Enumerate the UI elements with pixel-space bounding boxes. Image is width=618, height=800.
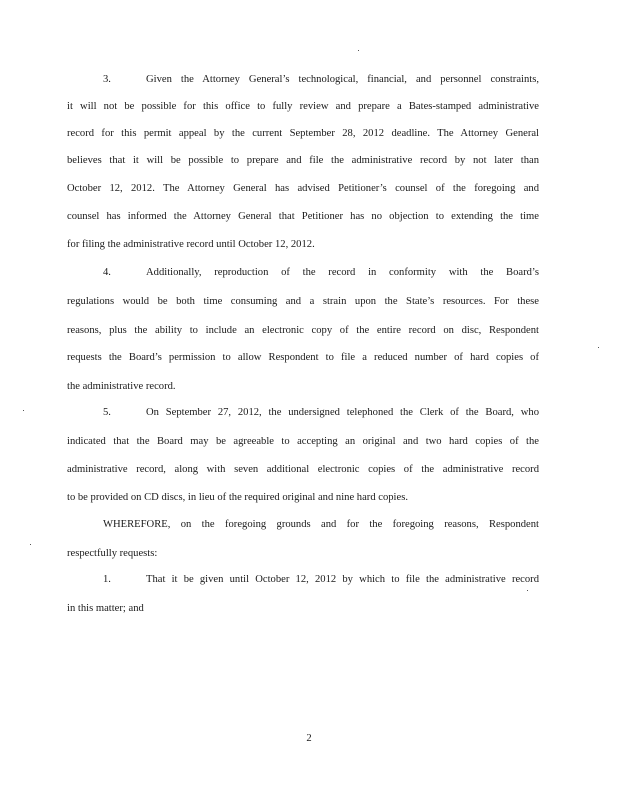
scan-speck — [527, 590, 528, 591]
paragraph-line: indicated that the Board may be agreeable to accepting an original and two hard copies of the — [67, 436, 539, 447]
request-first-line: That it be given until October 12, 2012 by which to file the administrative record — [146, 574, 539, 585]
page-number: 2 — [306, 733, 312, 744]
paragraph-line: to be provided on CD discs, in lieu of the required original and nine hard copies. — [67, 492, 408, 503]
wherefore-line: respectfully requests: — [67, 548, 158, 559]
paragraph-number: 4. — [103, 267, 111, 278]
paragraph-first-line: On September 27, 2012, the undersigned telephoned the Clerk of the Board, who — [146, 407, 539, 418]
paragraph-line: regulations would be both time consuming and a strain upon the State’s resources. For these — [67, 296, 539, 307]
paragraph-line: it will not be possible for this office to fully review and prepare a Bates-stamped administrative — [67, 101, 539, 112]
request-line: in this matter; and — [67, 603, 144, 614]
paragraph-number: 3. — [103, 74, 111, 85]
paragraph-line: the administrative record. — [67, 381, 176, 392]
paragraph-line: requests the Board’s permission to allow Respondent to file a reduced number of hard copies of — [67, 352, 539, 363]
paragraph-line: counsel has informed the Attorney General that Petitioner has no objection to extending the time — [67, 211, 539, 222]
paragraph-line: record for this permit appeal by the current September 28, 2012 deadline. The Attorney General — [67, 128, 539, 139]
paragraph-line: believes that it will be possible to prepare and file the administrative record by not later than — [67, 155, 539, 166]
request-number: 1. — [103, 574, 111, 585]
scan-speck — [358, 50, 359, 51]
paragraph-line: reasons, plus the ability to include an electronic copy of the entire record on disc, Respondent — [67, 325, 539, 336]
scan-speck — [23, 410, 24, 411]
paragraph-number: 5. — [103, 407, 111, 418]
scan-speck — [598, 347, 599, 348]
scan-speck — [30, 544, 31, 545]
wherefore-first-line: WHEREFORE, on the foregoing grounds and for the foregoing reasons, Respondent — [103, 519, 539, 530]
paragraph-line: for filing the administrative record until October 12, 2012. — [67, 239, 315, 250]
paragraph-first-line: Additionally, reproduction of the record in conformity with the Board’s — [146, 267, 539, 278]
paragraph-line: October 12, 2012. The Attorney General has advised Petitioner’s counsel of the foregoing and — [67, 183, 539, 194]
paragraph-line: administrative record, along with seven additional electronic copies of the administrative record — [67, 464, 539, 475]
paragraph-first-line: Given the Attorney General’s technological, financial, and personnel constraints, — [146, 74, 539, 85]
